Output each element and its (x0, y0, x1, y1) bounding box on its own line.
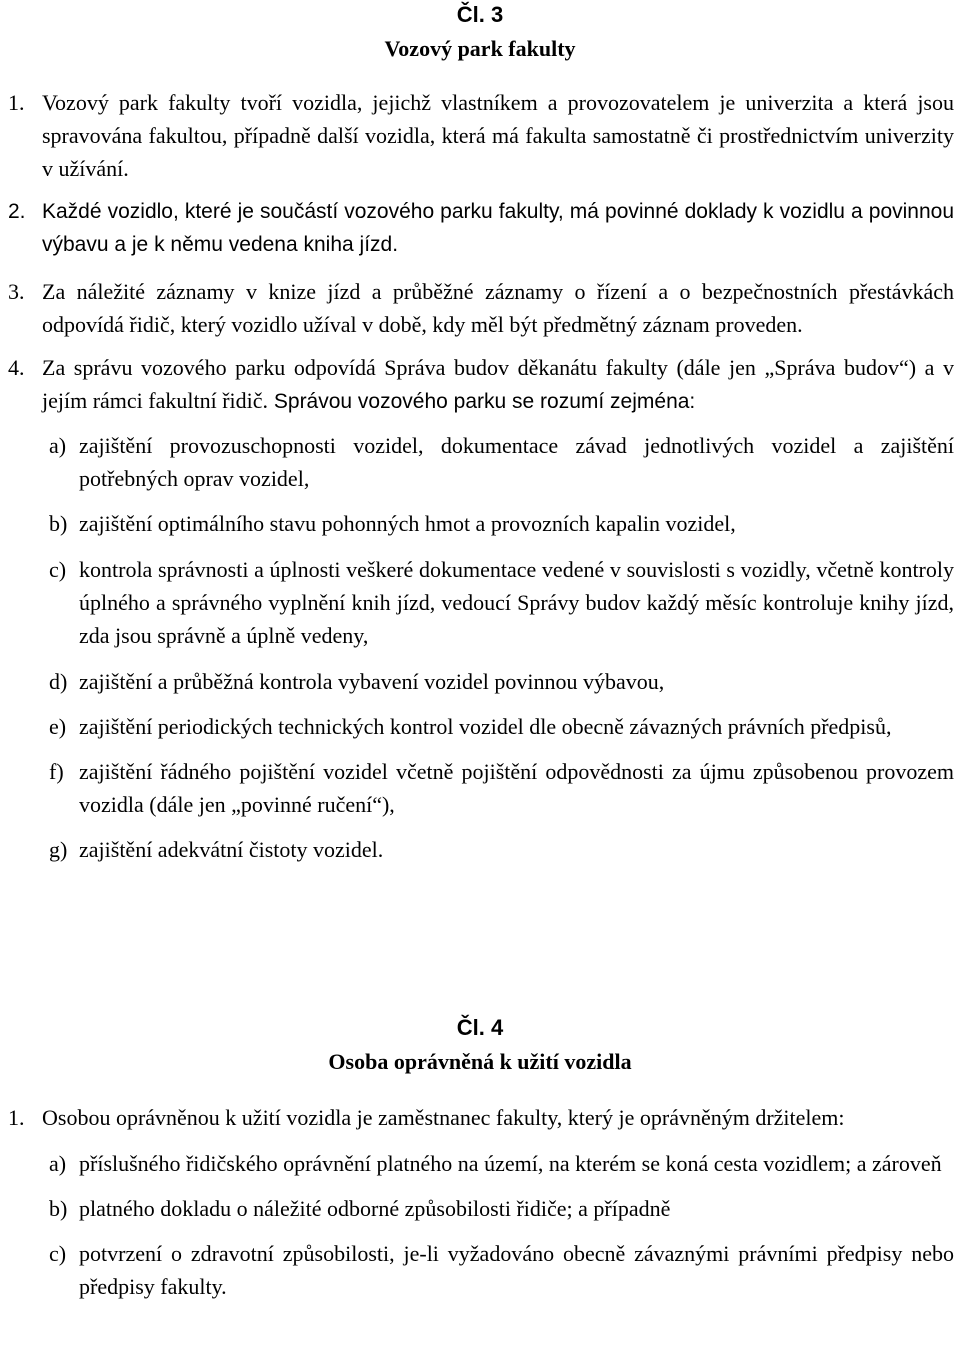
paragraph-3-4 (0, 351, 960, 418)
list-item-text: zajištění adekvátní čistoty vozidel. (79, 837, 384, 862)
list-item-text: kontrola správnosti a úplnosti veškeré dokumentace vedené v souvislosti s vozidly, včetně kontroly úplného a správného vyplnění knih jízd, vedoucí Správy budov každý měsíc kontroluje knihy jízd, zda jsou správně a úplně vedeny, (79, 557, 954, 648)
list-item-g (0, 833, 960, 866)
list-item-text: zajištění řádného pojištění vozidel včetně pojištění odpovědnosti za újmu způsobenou provozem vozidla (dále jen „povinné ručení“), (79, 759, 954, 817)
list-item-label: d) (49, 669, 68, 694)
list-item-label: b) (49, 1196, 68, 1221)
list-item-text: zajištění a průběžná kontrola vybavení vozidel povinnou výbavou, (79, 669, 665, 694)
list-item-label: g) (49, 837, 68, 862)
list-item-label: b) (49, 511, 68, 536)
paragraph-text: Za náležité záznamy v knize jízd a průběžné záznamy o řízení a o bezpečnostních přestávkách odpovídá řidič, který vozidlo užíval v době, kdy měl být předmětný záznam proveden. (42, 279, 954, 337)
list-item-label: c) (49, 1241, 67, 1266)
paragraph-number: 1. (8, 1105, 25, 1130)
paragraph-number: 4. (8, 355, 25, 380)
paragraph-3-2 (0, 195, 960, 261)
list-item-a (0, 1147, 960, 1180)
list-item-text: příslušného řidičského oprávnění platného na území, na kterém se koná cesta vozidlem; a zároveň (79, 1151, 942, 1176)
list-item-label: c) (49, 557, 67, 582)
paragraph-number: 1. (8, 90, 25, 115)
list-item-text: zajištění periodických technických kontrol vozidel dle obecně závazných právních předpisů, (79, 714, 892, 739)
list-item-text: zajištění optimálního stavu pohonných hmot a provozních kapalin vozidel, (79, 511, 736, 536)
paragraph-text: Každé vozidlo, které je součástí vozového parku fakulty, má povinné doklady k vozidlu a povinnou výbavu a je k němu vedena kniha jízd. (42, 200, 954, 256)
list-item-label: e) (49, 714, 67, 739)
list-item-c (0, 1237, 960, 1303)
paragraph-number: 3. (8, 279, 25, 304)
list-item-text: platného dokladu o náležité odborné způsobilosti řidiče; a případně (79, 1196, 671, 1221)
list-item-text: zajištění provozuschopnosti vozidel, dokumentace závad jednotlivých vozidel a zajištění potřebných oprav vozidel, (79, 433, 954, 491)
article-4 (0, 1011, 960, 1079)
article-3-title: Vozový park fakulty (384, 36, 576, 61)
paragraph-text: Za správu vozového parku odpovídá Správa budov děkanátu fakulty (dále jen „Správa budov“) a v jejím rámci fakultní řidič. (42, 355, 954, 413)
list-item-label: f) (49, 759, 64, 784)
article-4-title: Osoba oprávněná k užití vozidla (328, 1049, 632, 1074)
article-4-body (0, 1101, 960, 1303)
list-item-d (0, 665, 960, 698)
list-item-a (0, 429, 960, 495)
paragraph-text: Vozový park fakulty tvoří vozidla, jejichž vlastníkem a provozovatelem je univerzita a která jsou spravována fakultou, případně další vozidla, která má fakulta samostatně či prostřednictvím univerzity v užívání. (42, 90, 954, 181)
paragraph-text-continued: Správou vozového parku se rozumí zejména: (268, 390, 696, 413)
paragraph-number: 2. (8, 200, 26, 223)
article-3-body (0, 86, 960, 866)
list-item-b (0, 507, 960, 540)
paragraph-text: Osobou oprávněnou k užití vozidla je zaměstnanec fakulty, který je oprávněným držitelem: (42, 1105, 845, 1130)
article-3 (0, 0, 960, 66)
paragraph-3-3 (0, 275, 960, 341)
list-item-label: a) (49, 1151, 67, 1176)
list-item-f (0, 755, 960, 821)
paragraph-4-1 (0, 1101, 960, 1134)
paragraph-3-1 (0, 86, 960, 185)
list-item-e (0, 710, 960, 743)
article-4-number: Čl. 4 (456, 1015, 504, 1040)
list-item-b (0, 1192, 960, 1225)
list-item-label: a) (49, 433, 67, 458)
list-item-c (0, 553, 960, 652)
list-item-text: potvrzení o zdravotní způsobilosti, je-li vyžadováno obecně závaznými právními předpisy nebo předpisy fakulty. (79, 1241, 954, 1299)
article-3-number: Čl. 3 (456, 2, 504, 27)
